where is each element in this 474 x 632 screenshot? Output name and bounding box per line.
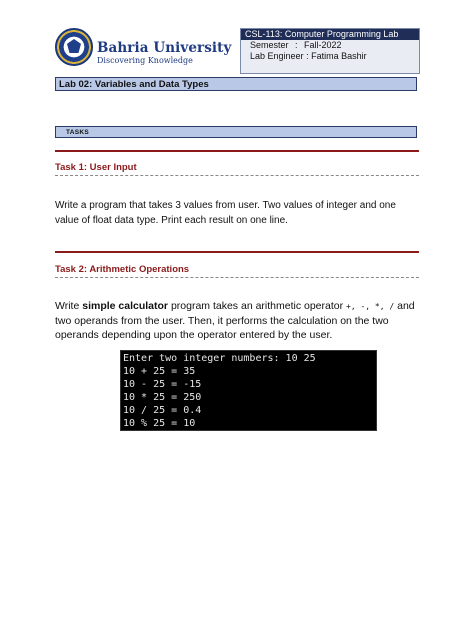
task1-bottom-rule xyxy=(55,175,419,176)
university-tagline: Discovering Knowledge xyxy=(97,56,193,65)
course-title: CSL-113: Computer Programming Lab xyxy=(241,29,419,40)
lab-title-bar: Lab 02: Variables and Data Types xyxy=(55,77,417,91)
console-line: 10 % 25 = 10 xyxy=(123,418,196,429)
task2-description xyxy=(55,299,417,342)
engineer-value: Fatima Bashir xyxy=(311,51,367,61)
task1-top-rule xyxy=(55,150,419,152)
university-seal-icon xyxy=(55,28,93,66)
task2-heading: Task 2: Arithmetic Operations xyxy=(55,264,190,275)
semester-separator: : xyxy=(295,40,298,50)
console-line: 10 + 25 = 35 xyxy=(123,366,196,377)
engineer-label: Lab Engineer xyxy=(250,51,304,61)
semester-row xyxy=(241,40,419,51)
console-output xyxy=(120,350,377,431)
task1-heading: Task 1: User Input xyxy=(55,162,137,173)
task2-bottom-rule xyxy=(55,277,419,278)
task2-text-suffix: and two operands from the user. Then, it performs the calculation on the two operands depending upon the operator entered by the user. xyxy=(55,300,415,341)
task1-description: Write a program that takes 3 values from user. Two values of integer and one value of float data type. Print each result on one line. xyxy=(55,200,396,226)
university-name: Bahria University xyxy=(97,40,232,56)
university-logo xyxy=(55,28,232,68)
task2-text-prefix: Write xyxy=(55,300,83,312)
task2-operators: +, -, *, / xyxy=(346,302,395,311)
task2-text-mid: program takes an arithmetic operator xyxy=(168,300,347,312)
console-line: 10 * 25 = 250 xyxy=(123,392,202,403)
semester-value: Fall-2022 xyxy=(304,40,342,50)
engineer-separator: : xyxy=(306,51,309,61)
semester-label: Semester xyxy=(250,40,289,50)
console-line: 10 - 25 = -15 xyxy=(123,379,202,390)
task2-top-rule xyxy=(55,251,419,253)
console-line: 10 / 25 = 0.4 xyxy=(123,405,202,416)
course-info-box xyxy=(240,28,420,74)
tasks-bar: TASKS xyxy=(55,126,417,138)
engineer-row xyxy=(241,51,419,62)
console-line: Enter two integer numbers: 10 25 xyxy=(123,353,316,364)
task2-text-bold: simple calculator xyxy=(82,300,169,312)
